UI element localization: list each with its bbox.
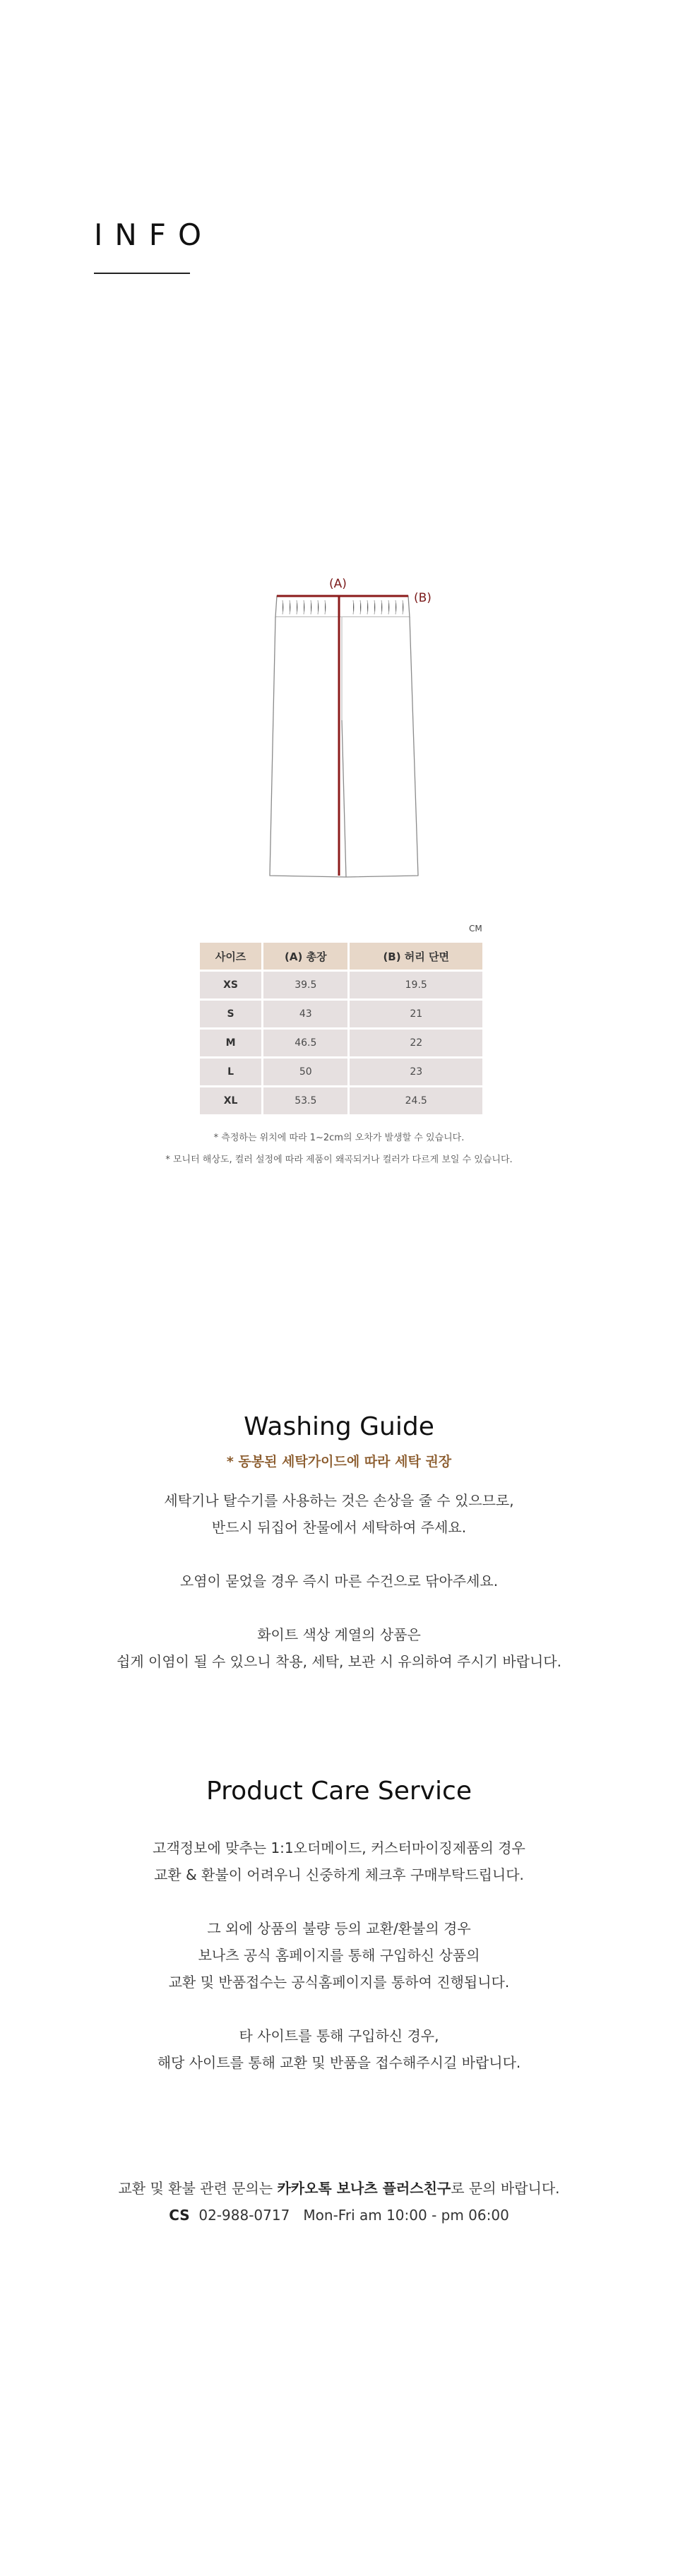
measurement-notes (0, 1127, 678, 1171)
text-line: 보나츠 공식 홈페이지를 통해 구입하신 상품의 (198, 1947, 480, 1964)
size-cell: S (200, 1001, 261, 1027)
product-care-body (0, 1835, 678, 2103)
text-line: 그 외에 상품의 불량 등의 교환/환불의 경우 (207, 1920, 471, 1937)
pants-legs (270, 617, 418, 877)
waist-cell: 24.5 (350, 1087, 482, 1114)
waist-cell: 22 (350, 1030, 482, 1056)
contact-suffix: 로 문의 바랍니다. (451, 2180, 560, 2197)
info-divider (94, 273, 190, 274)
text-line: 고객정보에 맞추는 1:1오더메이드, 커스터마이징제품의 경우 (153, 1839, 525, 1856)
waistband (275, 596, 410, 617)
table-row (200, 1001, 482, 1027)
pants-outline (268, 565, 438, 904)
contact-line (0, 2175, 678, 2202)
info-heading: INFO (94, 217, 214, 252)
note-line: * 측정하는 위치에 따라 1~2cm의 오차가 발생할 수 있습니다. (213, 1133, 465, 1143)
text-line: 교환 & 환불이 어려우니 신중하게 체크후 구매부탁드립니다. (154, 1866, 524, 1883)
kakao-channel: 카카오톡 보나츠 플러스친구 (277, 2180, 451, 2197)
pants-measurement-diagram (268, 565, 438, 904)
unit-label: CM (469, 924, 482, 934)
paragraph (0, 1835, 678, 1888)
text-line: 세탁기나 탈수기를 사용하는 것은 손상을 줄 수 있으므로, (164, 1492, 514, 1509)
length-cell: 53.5 (263, 1087, 347, 1114)
table-row (200, 1030, 482, 1056)
washing-guide-subtitle: * 동봉된 세탁가이드에 따라 세탁 권장 (226, 1454, 452, 1469)
label-a: (A) (329, 577, 347, 591)
waist-cell: 19.5 (350, 972, 482, 998)
paragraph (0, 1487, 678, 1541)
waist-cell: 21 (350, 1001, 482, 1027)
note-line: * 모니터 해상도, 컬러 설정에 따라 제품이 왜곡되거나 컬러가 다르게 보일 수 있습니다. (165, 1155, 513, 1165)
cs-phone: 02-988-0717 (198, 2207, 290, 2224)
text-line: 반드시 뒤집어 찬물에서 세탁하여 주세요. (211, 1519, 467, 1536)
paragraph (0, 2022, 678, 2076)
washing-guide-body (0, 1487, 678, 1702)
header-length: (A) 총장 (263, 943, 347, 970)
header-waist: (B) 허리 단면 (350, 943, 482, 970)
contact-info (0, 2175, 678, 2229)
length-cell: 50 (263, 1059, 347, 1085)
paragraph (0, 1915, 678, 1996)
table-row (200, 1059, 482, 1085)
text-line: 해당 사이트를 통해 교환 및 반품을 접수해주시길 바랍니다. (157, 2054, 521, 2071)
length-cell: 46.5 (263, 1030, 347, 1056)
size-cell: XL (200, 1087, 261, 1114)
cs-hours: Mon-Fri am 10:00 - pm 06:00 (303, 2207, 509, 2224)
length-cell: 43 (263, 1001, 347, 1027)
table-header-row (200, 943, 482, 970)
cs-line (0, 2202, 678, 2229)
table-row (200, 972, 482, 998)
size-chart-table (198, 941, 484, 1116)
text-line: 교환 및 반품접수는 공식홈페이지를 통하여 진행됩니다. (168, 1974, 510, 1991)
paragraph (0, 1568, 678, 1594)
size-cell: M (200, 1030, 261, 1056)
cs-label: CS (169, 2207, 190, 2224)
size-cell: L (200, 1059, 261, 1085)
length-cell: 39.5 (263, 972, 347, 998)
paragraph (0, 1621, 678, 1675)
header-size: 사이즈 (200, 943, 261, 970)
table-row (200, 1087, 482, 1114)
text-line: 쉽게 이염이 될 수 있으니 착용, 세탁, 보관 시 유의하여 주시기 바랍니다. (117, 1653, 561, 1670)
text-line: 오염이 묻었을 경우 즉시 마른 수건으로 닦아주세요. (179, 1573, 499, 1590)
text-line: 화이트 색상 계열의 상품은 (257, 1626, 421, 1643)
product-care-title: Product Care Service (206, 1777, 472, 1806)
waist-cell: 23 (350, 1059, 482, 1085)
washing-guide-title: Washing Guide (244, 1412, 434, 1441)
contact-prefix: 교환 및 환불 관련 문의는 (118, 2180, 278, 2197)
label-b: (B) (414, 591, 432, 605)
size-cell: XS (200, 972, 261, 998)
text-line: 타 사이트를 통해 구입하신 경우, (239, 2027, 439, 2044)
